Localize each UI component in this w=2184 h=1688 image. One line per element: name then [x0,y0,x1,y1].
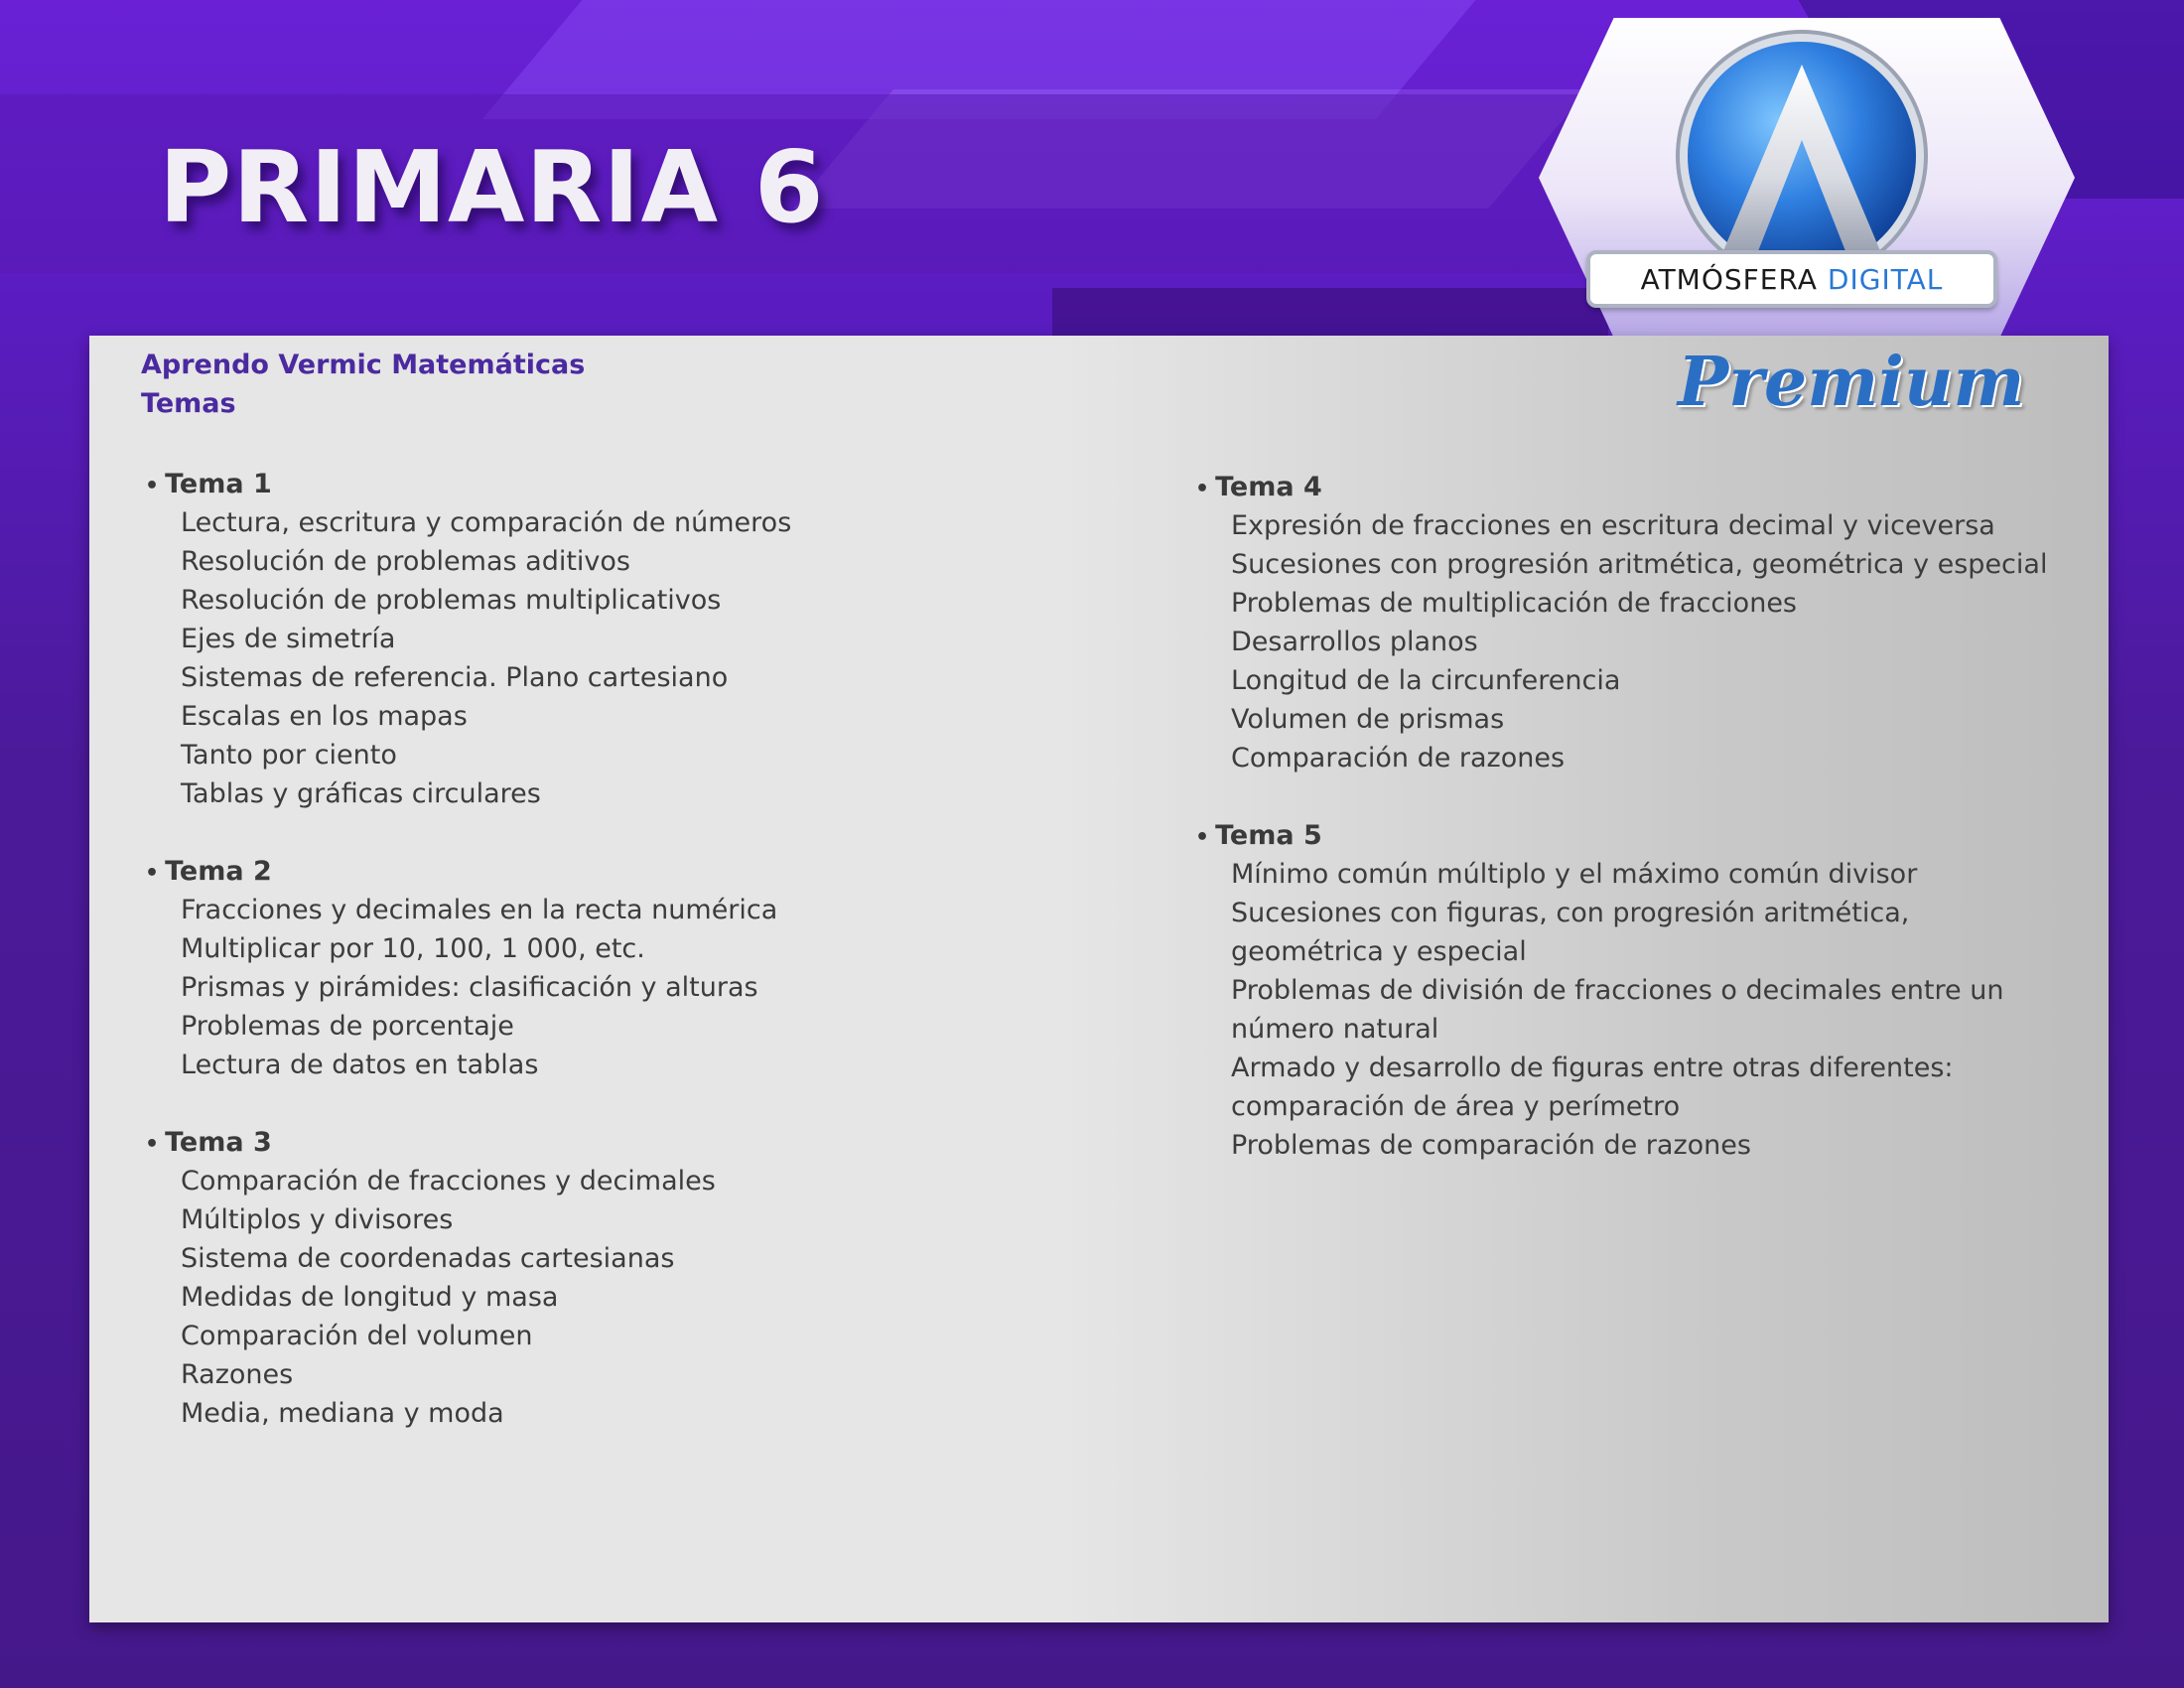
topic-block [145,852,1118,1084]
topic-item: Tanto por ciento [181,740,397,771]
topic-item: Prismas y pirámides: clasificación y alturas [181,972,758,1003]
topic-block [1195,816,2089,1165]
topics-column-left [145,465,1118,1472]
topic-item: Tablas y gráficas circulares [181,778,541,809]
topic-item: Comparación de razones [1231,743,1566,774]
topic-item: Longitud de la circunferencia [1231,665,1621,696]
topic-item: geométrica y especial [1231,936,1527,967]
topic-item: Problemas de porcentaje [181,1011,514,1042]
topic-item: Problemas de división de fracciones o decimales entre un [1231,975,2004,1006]
topic-item: Multiplicar por 10, 100, 1 000, etc. [181,933,645,964]
section-label: Temas [141,388,236,419]
topic-item: Múltiplos y divisores [181,1204,454,1235]
topic-item: Razones [181,1359,294,1390]
topic-item: Sistemas de referencia. Plano cartesiano [181,662,729,693]
topic-item: comparación de área y perímetro [1231,1091,1681,1122]
topic-item: Armado y desarrollo de figuras entre otras diferentes: [1231,1053,1954,1083]
background-band [1052,288,1608,338]
topic-title: Tema 2 [165,856,272,887]
topic-item: Problemas de comparación de razones [1231,1130,1751,1161]
topic-item: Desarrollos planos [1231,627,1478,657]
bullet-icon: • [145,861,160,886]
bullet-icon: • [145,474,160,498]
topic-item: Ejes de simetría [181,624,396,654]
topic-item: Lectura, escritura y comparación de números [181,507,792,538]
topic-item: Sucesiones con figuras, con progresión aritmética, [1231,898,1910,928]
topic-item: Problemas de multiplicación de fracciones [1231,588,1797,619]
topic-item-list [145,891,1118,1084]
topic-item-list [1195,506,2089,777]
topic-title: Tema 4 [1215,472,1322,502]
topic-item: Medidas de longitud y masa [181,1282,559,1313]
bullet-icon: • [145,1132,160,1157]
logo-wordmark [1586,250,1997,308]
topic-block [145,465,1118,813]
topic-heading [145,852,1118,891]
premium-badge: Premium [1678,343,2025,422]
topic-item: Fracciones y decimales en la recta numérica [181,895,778,925]
topic-item-list [1195,855,2089,1165]
topic-item-list [145,503,1118,813]
topic-item: Comparación del volumen [181,1321,533,1351]
topic-block [1195,468,2089,777]
topic-item: Media, mediana y moda [181,1398,504,1429]
topic-item: Escalas en los mapas [181,701,468,732]
topic-item: Mínimo común múltiplo y el máximo común divisor [1231,859,1918,890]
topic-title: Tema 1 [165,469,272,499]
topic-item: Expresión de fracciones en escritura decimal y viceversa [1231,510,1995,541]
bullet-icon: • [1195,825,1210,850]
topic-title: Tema 3 [165,1127,272,1158]
topic-item: Sucesiones con progresión aritmética, geométrica y especial [1231,549,2048,580]
topics-column-right [1195,468,2089,1203]
logo-word-digital: DIGITAL [1827,262,1944,296]
topic-item: número natural [1231,1014,1439,1045]
topic-heading [1195,468,2089,506]
topic-heading [1195,816,2089,855]
topic-item: Resolución de problemas aditivos [181,546,631,577]
topic-item: Resolución de problemas multiplicativos [181,585,722,616]
topic-item: Comparación de fracciones y decimales [181,1166,716,1196]
topic-item-list [145,1162,1118,1433]
logo-word-atmosfera: ATMÓSFERA [1640,262,1818,296]
topic-block [145,1123,1118,1433]
book-title: Aprendo Vermic Matemáticas [141,350,586,380]
bullet-icon: • [1195,477,1210,501]
topic-heading [145,1123,1118,1162]
topic-title: Tema 5 [1215,820,1322,851]
topic-item: Sistema de coordenadas cartesianas [181,1243,675,1274]
page-title: PRIMARIA 6 [159,129,825,245]
topic-heading [145,465,1118,503]
topic-item: Volumen de prismas [1231,704,1505,735]
topic-item: Lectura de datos en tablas [181,1050,539,1080]
